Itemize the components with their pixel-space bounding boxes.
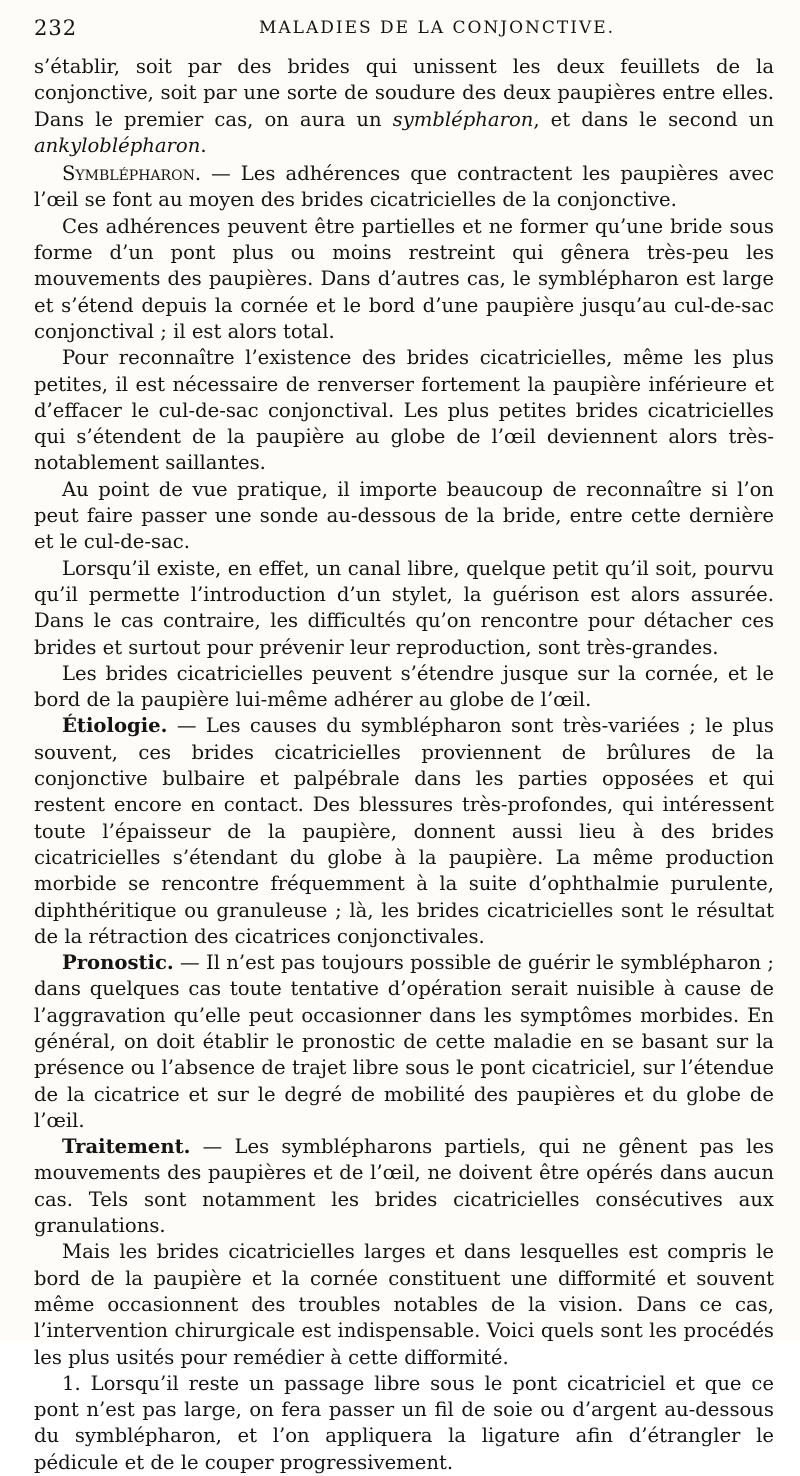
text-run: Les brides cicatricielles peuvent s’étendre jusque sur la cornée, et le bord de la paupière lui-même adhérer au globe de l’œil. [34, 661, 774, 712]
section-heading-etiologie: Étiologie. [62, 714, 168, 738]
paragraph [34, 1239, 774, 1370]
text-run: Pour reconnaître l’existence des brides cicatricielles, même les plus petites, il est nécessaire de renverser fortement la paupière inférieure et d’effacer le cul-de-sac conjonctival. Les plus petites brides cicatricielles qui s’étendent de la paupière au globe de l’œil deviennent alors très-notablement saillantes. [34, 346, 774, 475]
paragraph [34, 713, 774, 950]
text-run: . [200, 133, 207, 157]
running-head: MALADIES DE LA CONJONCTIVE. [259, 18, 616, 38]
text-run: 1. Lorsqu’il reste un passage libre sous le pont cicatriciel et que ce pont n’est pas large, on fera passer un fil de soie ou d’argent au-dessous du symblépharon, et l’on appliquera la ligature afin d’étrangler le pédicule et de le couper progressivement. [34, 1371, 774, 1474]
paragraph [34, 477, 774, 556]
text-run: , et dans le second un [533, 107, 774, 131]
text-run: — Les symblépharons partiels, qui ne gênent pas les mouvements des paupières et de l’œil, ne doivent être opérés dans aucun cas. Tels sont notamment les brides cicatricielles consécutives aux granulations. [34, 1135, 774, 1238]
paragraph [34, 214, 774, 345]
section-heading-pronostic: Pronostic. [62, 951, 174, 975]
text-run: — Il n’est pas toujours possible de guérir le symblépharon ; dans quelques cas toute tentative d’opération serait nuisible à cause de l’aggravation qu’elle peut occasionner dans les symptômes morbides. En général, on doit établir le pronostic de cette maladie en se basant sur la présence ou l’absence de trajet libre sous le pont cicatriciel, sur l’étendue de la cicatrice et sur le degré de mobilité des paupières et du globe de l’œil. [34, 951, 774, 1132]
text-run: . — Les adhérences que contractent les paupières avec l’œil se font au moyen des brides cicatricielles de la conjonctive. [34, 162, 774, 212]
paragraph [34, 661, 774, 714]
paragraph [34, 345, 774, 476]
text-run: Au point de vue pratique, il importe beaucoup de reconnaître si l’on peut faire passer une sonde au-dessous de la bride, entre cette dernière et le cul-de-sac. [34, 477, 774, 554]
paragraph [34, 950, 774, 1134]
page-header [34, 14, 774, 54]
page-number: 232 [34, 16, 78, 40]
text-run: Mais les brides cicatricielles larges et dans lesquelles est compris le bord de la paupière et la cornée constituent une difformité et souvent même occasionnent des troubles notables de la vision. Dans ce cas, l’intervention chirurgicale est indispensable. Voici quels sont les procédés les plus usités pour remédier à cette difformité. [34, 1240, 774, 1369]
paragraph [34, 1371, 774, 1476]
term-ankyloblepharon: ankyloblépharon [34, 133, 201, 157]
paragraph [34, 54, 774, 159]
section-heading-traitement: Traitement. [62, 1135, 191, 1159]
text-run: Lorsqu’il existe, en effet, un canal libre, quelque petit qu’il soit, pourvu qu’il permette l’introduction d’un stylet, la guérison est alors assurée. Dans le cas contraire, les difficultés qu’on rencontre pour détacher ces brides et surtout pour prévenir leur reproduction, sont très-grandes. [34, 556, 774, 659]
paragraph [34, 556, 774, 661]
text-run: s’établir, soit par des brides qui unissent les deux feuillets de la conjonctive, soit par une sorte de soudure des deux paupières entre elles. Dans le premier cas, on aura un [34, 55, 774, 131]
term-symblepharon: symblépharon [392, 107, 534, 131]
text-run: Ces adhérences peuvent être partielles et ne former qu’une bride sous forme d’un pont plus ou moins restreint qui gênera très-peu les mouvements des paupières. Dans d’autres cas, le symblépharon est large et s’étend depuis la cornée et le bord d’une paupière jusqu’au cul-de-sac conjonctival ; il est alors total. [34, 214, 774, 343]
paragraph [34, 1134, 774, 1239]
text-run: — Les causes du symblépharon sont très-variées ; le plus souvent, ces brides cicatricielles proviennent de brûlures de la conjonctive bulbaire et palpébrale dans les parties opposées et qui restent encore en contact. Des blessures très-profondes, qui intéressent toute l’épaisseur de la paupière, donnent aussi lieu à des brides cicatricielles s’étendant du globe à la paupière. La même production morbide se rencontre fréquemment à la suite d’ophthalmie purulente, diphthéritique ou granuleuse ; là, les brides cicatricielles sont le résultat de la rétraction des cicatrices conjonctivales. [34, 714, 774, 948]
paragraph [34, 161, 774, 214]
body-text [34, 54, 774, 1476]
section-heading-symblepharon: Symblépharon [62, 162, 195, 186]
